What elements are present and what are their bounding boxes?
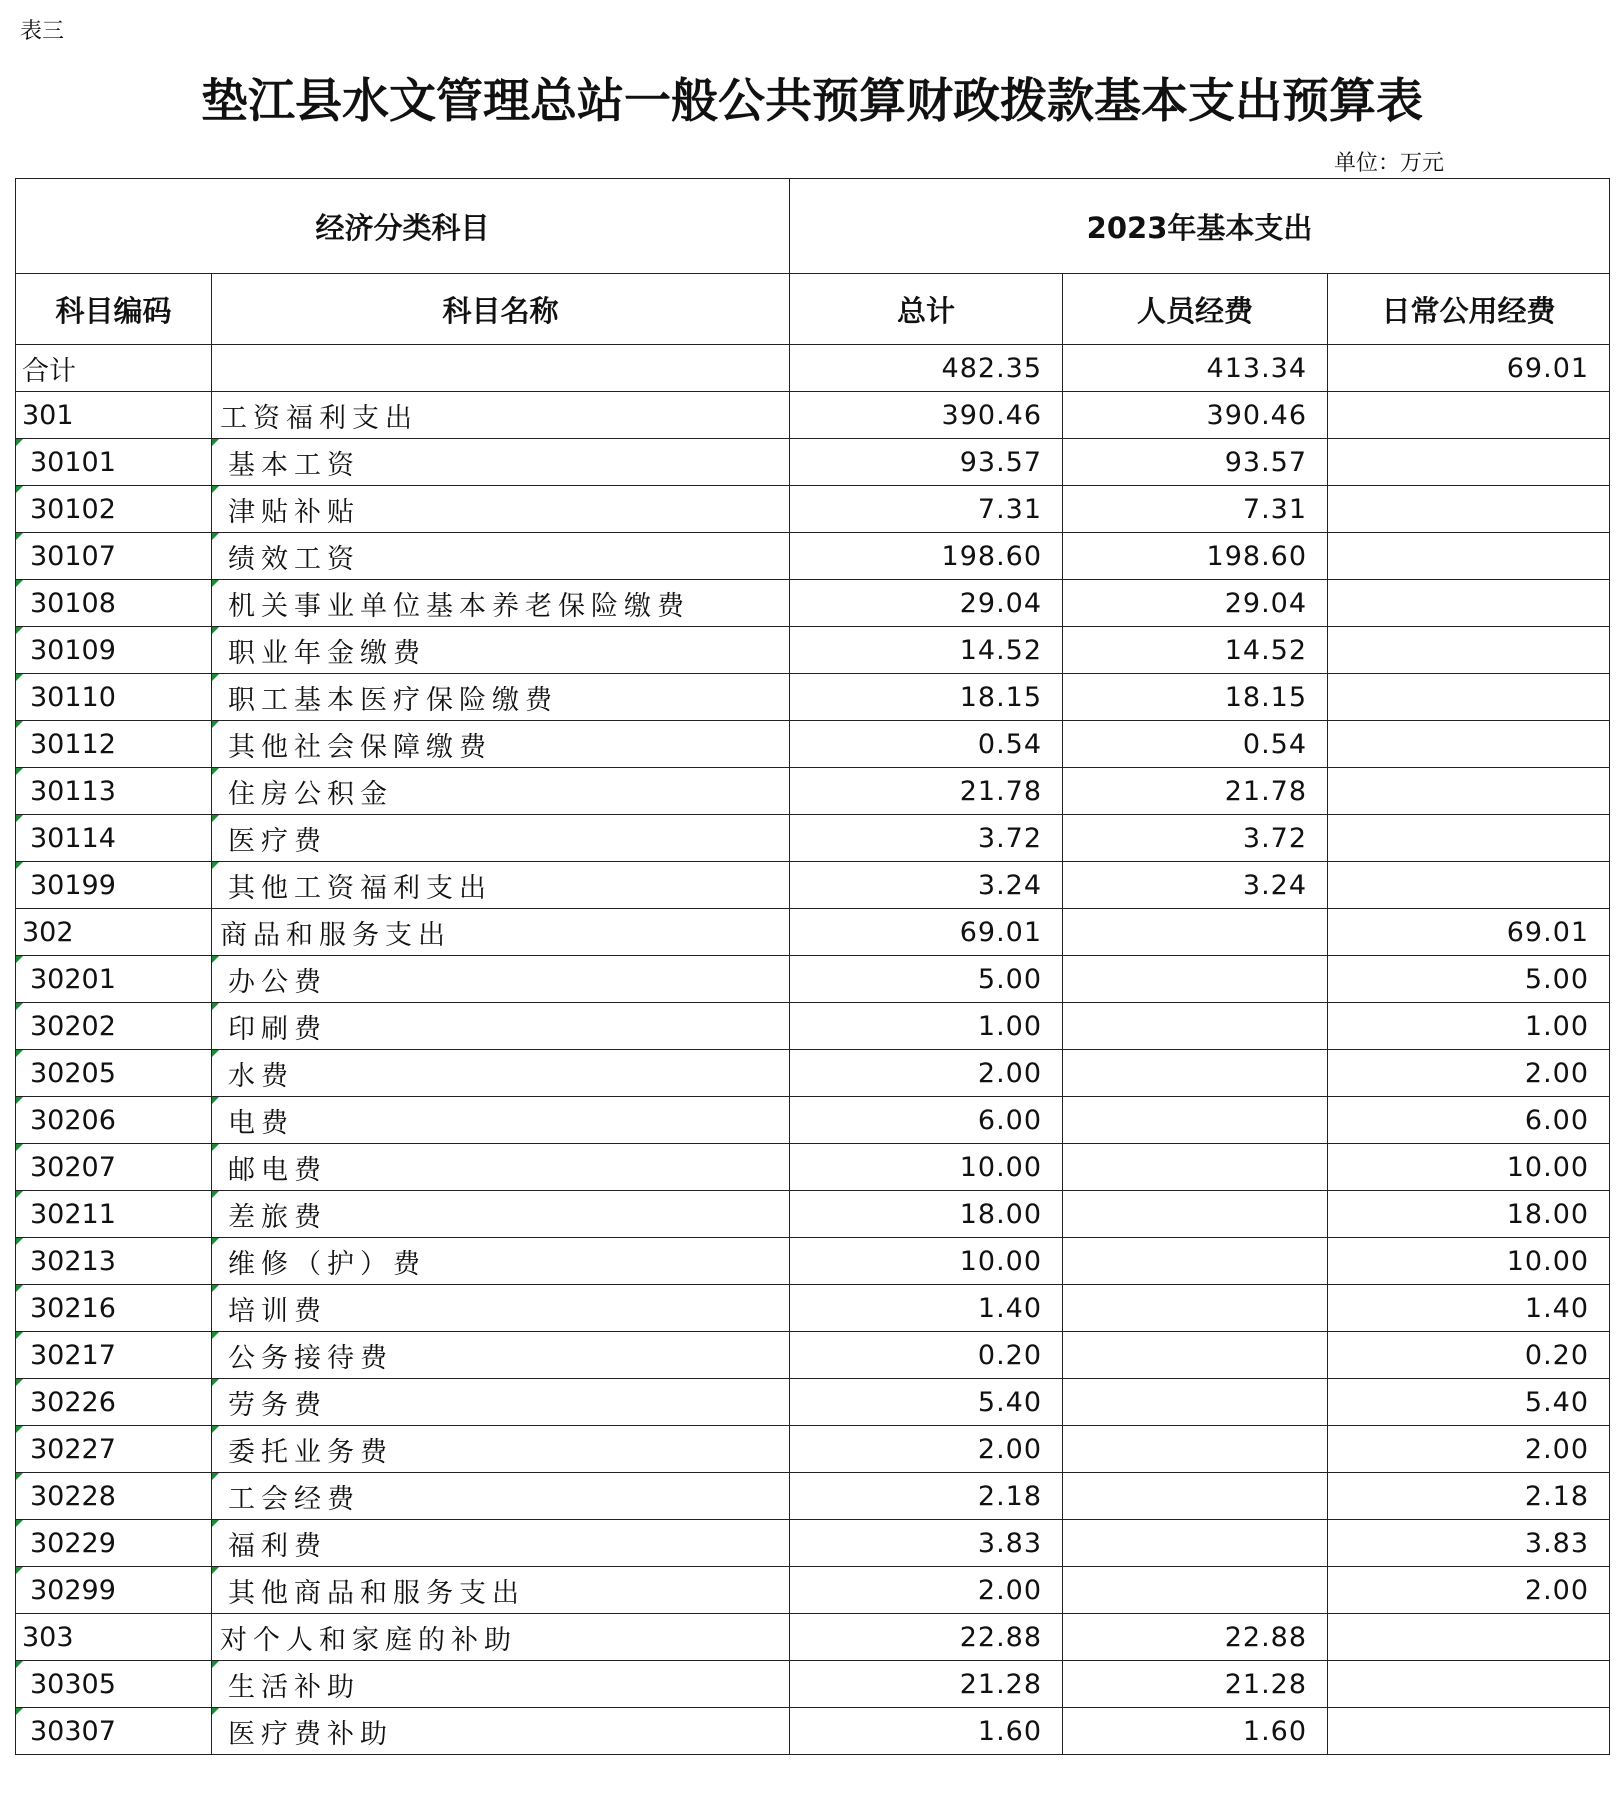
cell-public: 18.00 — [1328, 1191, 1610, 1238]
cell-public — [1328, 580, 1610, 627]
table-row — [16, 956, 1610, 1003]
cell-total: 5.00 — [790, 956, 1063, 1003]
cell-name: 对个人和家庭的补助 — [212, 1614, 790, 1661]
cell-personnel — [1063, 1191, 1328, 1238]
cell-total: 7.31 — [790, 486, 1063, 533]
table-tag: 表三 — [20, 19, 65, 44]
cell-personnel: 22.88 — [1063, 1614, 1328, 1661]
cell-public: 6.00 — [1328, 1097, 1610, 1144]
table-row — [16, 1708, 1610, 1755]
header-year-expenditure: 2023年基本支出 — [790, 179, 1610, 274]
cell-code: 30108 — [16, 580, 212, 627]
cell-public — [1328, 674, 1610, 721]
cell-total: 29.04 — [790, 580, 1063, 627]
cell-personnel — [1063, 1332, 1328, 1379]
table-row — [16, 721, 1610, 768]
table-row — [16, 1097, 1610, 1144]
cell-personnel — [1063, 1238, 1328, 1285]
cell-public — [1328, 1708, 1610, 1755]
cell-name: 工会经费 — [212, 1473, 790, 1520]
cell-name: 培训费 — [212, 1285, 790, 1332]
cell-total: 93.57 — [790, 439, 1063, 486]
cell-personnel: 7.31 — [1063, 486, 1328, 533]
cell-personnel — [1063, 1426, 1328, 1473]
header-name: 科目名称 — [212, 274, 790, 345]
cell-total: 18.00 — [790, 1191, 1063, 1238]
cell-personnel: 93.57 — [1063, 439, 1328, 486]
cell-name: 委托业务费 — [212, 1426, 790, 1473]
cell-personnel: 413.34 — [1063, 345, 1328, 392]
cell-name: 其他工资福利支出 — [212, 862, 790, 909]
table-row — [16, 627, 1610, 674]
cell-personnel: 21.78 — [1063, 768, 1328, 815]
cell-code: 30199 — [16, 862, 212, 909]
table-row — [16, 392, 1610, 439]
cell-code: 303 — [16, 1614, 212, 1661]
cell-code: 30307 — [16, 1708, 212, 1755]
cell-public: 0.20 — [1328, 1332, 1610, 1379]
cell-code: 30305 — [16, 1661, 212, 1708]
cell-public: 10.00 — [1328, 1238, 1610, 1285]
cell-name: 劳务费 — [212, 1379, 790, 1426]
cell-personnel: 198.60 — [1063, 533, 1328, 580]
page-title: 垫江县水文管理总站一般公共预算财政拨款基本支出预算表 — [201, 74, 1423, 129]
cell-code: 30211 — [16, 1191, 212, 1238]
cell-personnel: 390.46 — [1063, 392, 1328, 439]
table-body — [16, 345, 1610, 1755]
cell-code: 30114 — [16, 815, 212, 862]
table-row — [16, 1144, 1610, 1191]
cell-code: 30227 — [16, 1426, 212, 1473]
cell-total: 2.18 — [790, 1473, 1063, 1520]
cell-personnel — [1063, 909, 1328, 956]
cell-name: 生活补助 — [212, 1661, 790, 1708]
cell-total: 2.00 — [790, 1426, 1063, 1473]
cell-personnel: 18.15 — [1063, 674, 1328, 721]
cell-personnel: 21.28 — [1063, 1661, 1328, 1708]
cell-total: 6.00 — [790, 1097, 1063, 1144]
cell-code: 30113 — [16, 768, 212, 815]
table-row — [16, 1614, 1610, 1661]
cell-code: 30216 — [16, 1285, 212, 1332]
cell-public — [1328, 1661, 1610, 1708]
cell-code: 30102 — [16, 486, 212, 533]
table-row — [16, 439, 1610, 486]
cell-total: 2.00 — [790, 1050, 1063, 1097]
unit-label: 单位：万元 — [1334, 151, 1445, 176]
cell-name — [212, 345, 790, 392]
cell-public — [1328, 439, 1610, 486]
header-code: 科目编码 — [16, 274, 212, 345]
cell-code: 30206 — [16, 1097, 212, 1144]
cell-total: 0.54 — [790, 721, 1063, 768]
table-row — [16, 486, 1610, 533]
table-row — [16, 1285, 1610, 1332]
cell-public — [1328, 815, 1610, 862]
cell-total: 1.60 — [790, 1708, 1063, 1755]
cell-code: 30205 — [16, 1050, 212, 1097]
table-row — [16, 533, 1610, 580]
cell-total: 2.00 — [790, 1567, 1063, 1614]
cell-code: 30213 — [16, 1238, 212, 1285]
cell-name: 公务接待费 — [212, 1332, 790, 1379]
cell-total: 22.88 — [790, 1614, 1063, 1661]
cell-personnel: 0.54 — [1063, 721, 1328, 768]
cell-public: 5.00 — [1328, 956, 1610, 1003]
cell-public: 1.40 — [1328, 1285, 1610, 1332]
cell-personnel: 29.04 — [1063, 580, 1328, 627]
cell-personnel — [1063, 1379, 1328, 1426]
table-row — [16, 909, 1610, 956]
cell-code: 30110 — [16, 674, 212, 721]
cell-name: 邮电费 — [212, 1144, 790, 1191]
cell-total: 0.20 — [790, 1332, 1063, 1379]
table-row — [16, 1332, 1610, 1379]
cell-public: 5.40 — [1328, 1379, 1610, 1426]
cell-code: 30109 — [16, 627, 212, 674]
cell-public: 2.00 — [1328, 1567, 1610, 1614]
cell-name: 绩效工资 — [212, 533, 790, 580]
cell-public — [1328, 627, 1610, 674]
cell-personnel — [1063, 1144, 1328, 1191]
cell-name: 津贴补贴 — [212, 486, 790, 533]
cell-total: 5.40 — [790, 1379, 1063, 1426]
cell-personnel — [1063, 1097, 1328, 1144]
table-row — [16, 1379, 1610, 1426]
cell-code: 30299 — [16, 1567, 212, 1614]
cell-name: 办公费 — [212, 956, 790, 1003]
cell-name: 电费 — [212, 1097, 790, 1144]
cell-personnel: 1.60 — [1063, 1708, 1328, 1755]
cell-name: 职业年金缴费 — [212, 627, 790, 674]
cell-code: 合计 — [16, 345, 212, 392]
table-row — [16, 345, 1610, 392]
cell-code: 30112 — [16, 721, 212, 768]
cell-total: 3.72 — [790, 815, 1063, 862]
cell-total: 1.40 — [790, 1285, 1063, 1332]
cell-name: 印刷费 — [212, 1003, 790, 1050]
cell-public: 3.83 — [1328, 1520, 1610, 1567]
cell-public: 69.01 — [1328, 909, 1610, 956]
cell-total: 482.35 — [790, 345, 1063, 392]
cell-total: 198.60 — [790, 533, 1063, 580]
table-row — [16, 1567, 1610, 1614]
cell-total: 21.28 — [790, 1661, 1063, 1708]
cell-personnel — [1063, 1050, 1328, 1097]
cell-name: 机关事业单位基本养老保险缴费 — [212, 580, 790, 627]
cell-name: 职工基本医疗保险缴费 — [212, 674, 790, 721]
cell-total: 69.01 — [790, 909, 1063, 956]
cell-public — [1328, 768, 1610, 815]
cell-personnel — [1063, 956, 1328, 1003]
cell-code: 302 — [16, 909, 212, 956]
cell-public — [1328, 392, 1610, 439]
cell-personnel — [1063, 1285, 1328, 1332]
cell-code: 30107 — [16, 533, 212, 580]
table-row — [16, 862, 1610, 909]
cell-name: 基本工资 — [212, 439, 790, 486]
cell-total: 14.52 — [790, 627, 1063, 674]
cell-name: 福利费 — [212, 1520, 790, 1567]
cell-public: 69.01 — [1328, 345, 1610, 392]
cell-personnel — [1063, 1520, 1328, 1567]
cell-personnel: 3.24 — [1063, 862, 1328, 909]
cell-public: 2.00 — [1328, 1426, 1610, 1473]
cell-total: 10.00 — [790, 1144, 1063, 1191]
cell-personnel — [1063, 1003, 1328, 1050]
cell-code: 30217 — [16, 1332, 212, 1379]
table-row — [16, 1473, 1610, 1520]
cell-total: 10.00 — [790, 1238, 1063, 1285]
cell-public — [1328, 1614, 1610, 1661]
cell-personnel: 3.72 — [1063, 815, 1328, 862]
budget-table — [15, 178, 1610, 1755]
cell-public: 2.18 — [1328, 1473, 1610, 1520]
cell-code: 30226 — [16, 1379, 212, 1426]
cell-code: 30201 — [16, 956, 212, 1003]
cell-public — [1328, 862, 1610, 909]
table-row — [16, 1050, 1610, 1097]
cell-total: 21.78 — [790, 768, 1063, 815]
cell-total: 18.15 — [790, 674, 1063, 721]
cell-public — [1328, 721, 1610, 768]
cell-public — [1328, 486, 1610, 533]
cell-name: 水费 — [212, 1050, 790, 1097]
table-row — [16, 1191, 1610, 1238]
cell-public — [1328, 533, 1610, 580]
cell-public: 1.00 — [1328, 1003, 1610, 1050]
cell-public: 10.00 — [1328, 1144, 1610, 1191]
cell-name: 商品和服务支出 — [212, 909, 790, 956]
cell-name: 其他商品和服务支出 — [212, 1567, 790, 1614]
table-row — [16, 1003, 1610, 1050]
table-row — [16, 1238, 1610, 1285]
header-total: 总计 — [790, 274, 1063, 345]
cell-name: 工资福利支出 — [212, 392, 790, 439]
cell-code: 30202 — [16, 1003, 212, 1050]
cell-personnel — [1063, 1567, 1328, 1614]
table-row — [16, 1426, 1610, 1473]
table-row — [16, 815, 1610, 862]
table-row — [16, 580, 1610, 627]
cell-code: 30229 — [16, 1520, 212, 1567]
cell-code: 30207 — [16, 1144, 212, 1191]
header-personnel: 人员经费 — [1063, 274, 1328, 345]
header-econ-category: 经济分类科目 — [16, 179, 790, 274]
table-row — [16, 768, 1610, 815]
cell-total: 1.00 — [790, 1003, 1063, 1050]
cell-name: 差旅费 — [212, 1191, 790, 1238]
table-row — [16, 1520, 1610, 1567]
cell-name: 其他社会保障缴费 — [212, 721, 790, 768]
cell-name: 医疗费 — [212, 815, 790, 862]
cell-code: 30101 — [16, 439, 212, 486]
cell-name: 维修（护）费 — [212, 1238, 790, 1285]
table-row — [16, 674, 1610, 721]
header-public: 日常公用经费 — [1328, 274, 1610, 345]
cell-personnel: 14.52 — [1063, 627, 1328, 674]
cell-total: 390.46 — [790, 392, 1063, 439]
cell-name: 医疗费补助 — [212, 1708, 790, 1755]
cell-name: 住房公积金 — [212, 768, 790, 815]
table-row — [16, 1661, 1610, 1708]
cell-total: 3.83 — [790, 1520, 1063, 1567]
cell-personnel — [1063, 1473, 1328, 1520]
cell-code: 301 — [16, 392, 212, 439]
cell-code: 30228 — [16, 1473, 212, 1520]
cell-total: 3.24 — [790, 862, 1063, 909]
cell-public: 2.00 — [1328, 1050, 1610, 1097]
